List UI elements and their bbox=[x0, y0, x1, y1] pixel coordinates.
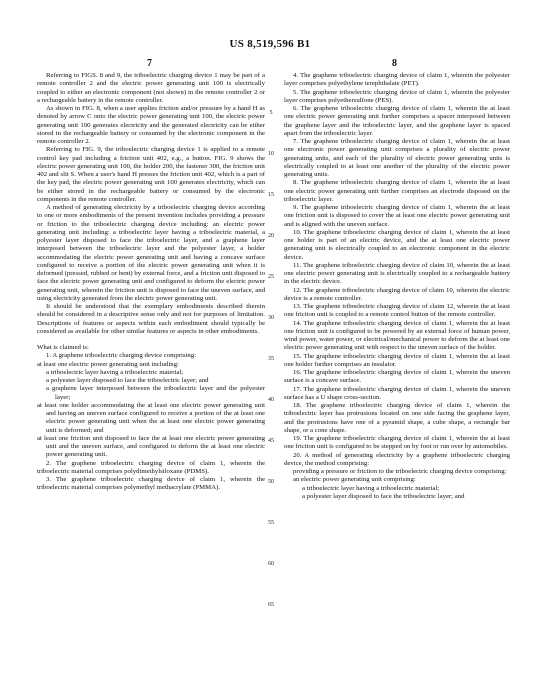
line-number: 30 bbox=[268, 315, 274, 321]
claim-element: a graphene layer interposed between the triboelectric layer and the polyester layer; bbox=[46, 385, 265, 401]
line-number: 45 bbox=[268, 438, 274, 444]
left-column-number: 7 bbox=[147, 58, 152, 69]
claim-element: at least one friction unit disposed to face the at least one electric power generating unit and the uneven surface, and configured to deform the at least one electric power generating unit. bbox=[37, 434, 265, 459]
claim: 5. The graphene triboelectric charging device of claim 1, wherein the polyester layer comprises polyethersulfone (PES). bbox=[284, 88, 510, 104]
line-number: 60 bbox=[268, 561, 274, 567]
claim: 16. The graphene triboelectric charging device of claim 1, wherein the uneven surface is a concave surface. bbox=[284, 369, 510, 385]
claim-element: at least one holder accommodating the at least one electric power generating unit and having an uneven surface configured to receive a portion of the at least one electric power generating unit when the at least one electric power generating unit is deformed; and bbox=[37, 401, 265, 434]
right-column-number: 8 bbox=[392, 58, 397, 69]
claim: 2. The graphene triboelectric charging device of claim 1, wherein the triboelectric material comprises polydimethylsiloxane (PDMS). bbox=[37, 459, 265, 475]
right-column bbox=[284, 72, 510, 501]
line-number: 25 bbox=[268, 274, 274, 280]
paragraph: A method of generating electricity by a triboelectric charging device according to one or more embodiments of the present invention includes providing a pressure or friction to the triboelectric charging device including: an electric power generating unit including: a triboelectric layer having a triboelectric material, a polyester layer disposed to face the triboelectric layer, and a graphene layer interposed between the triboelectric layer and the polyester layer, a holder accommodating the electric power generating unit and having a concave surface configured to receive a portion of the electric power generating unit when it is deformed (pressed, rubbed or bent) by external force, and a friction unit disposed to face the electric power generating unit and configured to deform the electric power generating unit, wherein the friction unit is disposed to face the uneven surface, and using electricity generated from the electric power generating unit. bbox=[37, 204, 265, 302]
claim-element: a polyester layer disposed to face the triboelectric layer; and bbox=[302, 492, 465, 500]
claim-element: a triboelectric layer having a triboelectric material; bbox=[46, 368, 184, 376]
claim-element: an electric power generating unit comprising: bbox=[293, 476, 416, 484]
claim: 15. The graphene triboelectric charging device of claim 1, wherein the at least one holder further comprises an insulator. bbox=[284, 352, 510, 368]
line-number: 20 bbox=[268, 233, 274, 239]
claim: 10. The graphene triboelectric charging device of claim 1, wherein the at least one holder is part of an electric device, and the at least one electric power generating unit is electrically coupled to an electronic component in the electric device. bbox=[284, 228, 510, 261]
line-number: 15 bbox=[268, 192, 274, 198]
left-column bbox=[37, 72, 265, 493]
claim: 17. The graphene triboelectric charging device of claim 1, wherein the uneven surface has a U shape cross-section. bbox=[284, 385, 510, 401]
line-number: 5 bbox=[269, 110, 273, 116]
claim: 7. The graphene triboelectric charging device of claim 1, wherein the at least one electronic power generating unit comprises a plurality of electric power generating units, and each of the plurality of electric power generating units is electrically coupled to at least one another of the plurality of the electric power generating units. bbox=[284, 138, 510, 178]
claim: 3. The graphene triboelectric charging device of claim 1, wherein the triboelectric material comprises polymethyl methacrylate (PMMA). bbox=[37, 476, 265, 492]
line-number: 10 bbox=[268, 151, 274, 157]
claim: 20. A method of generating electricity by a graphene triboelectric charging device, the method comprising: bbox=[284, 451, 510, 467]
paragraph: As shown in FIG. 8, when a user applies friction and/or pressure by a hand H as denoted by arrow C onto the electric power generating unit 100, the electric power generating unit 100 generates electricity and the generated electricity can be either stored in the rechargeable battery or consumed by the electronic component in the remote controller 2. bbox=[37, 105, 265, 145]
claim: 19. The graphene triboelectric charging device of claim 1, wherein the at least one friction unit is configured to be stepped on by foot or run over by automobiles. bbox=[284, 435, 510, 451]
paragraph: Referring to FIGS. 8 and 9, the triboelectric charging device 1 may be part of a remote controller 2 and the electric power generating unit 100 is electrically coupled to either an electronic component (not shown) in the remote controller 2 or a rechargeable battery in the remote controller. bbox=[37, 72, 265, 104]
line-number: 35 bbox=[268, 356, 274, 362]
claim: 1. A graphene triboelectric charging device comprising: bbox=[46, 352, 197, 360]
claim: 12. The graphene triboelectric charging device of claim 10, wherein the electric device is a remote controller. bbox=[284, 286, 510, 302]
claim-element: a triboelectric layer having a triboelectric material; bbox=[302, 484, 440, 492]
claim: 14. The graphene triboelectric charging device of claim 1, wherein the at least one friction unit is configured to be powered by an external force of human power, wind power, water power, or electrical/mechanical power to deform the at least one electric power generating unit with respect to the uneven surface of the holder. bbox=[284, 319, 510, 352]
claim: 8. The graphene triboelectric charging device of claim 1, wherein the at least one electric power generating unit further comprises an electrode disposed on the triboelectric layer. bbox=[284, 179, 510, 203]
claims-heading: What is claimed is: bbox=[37, 344, 89, 351]
line-number: 50 bbox=[268, 479, 274, 485]
paragraph: Referring to FIG. 9, the triboelectric charging device 1 is applied to a remote control key pad including a friction unit 402, e.g., a button. FIG. 9 shows the electric power generating unit 100, the holder 200, the fastener 300, the friction unit 402 and slit S. When a user's hand H presses the friction unit 402, which is a part of the key pad, the electric power generating unit 100 generates electricity, which can be either stored in the rechargeable battery or consumed by the electronic components in the remote controller. bbox=[37, 146, 265, 203]
claim-element: at least one electric power generating unit including: bbox=[37, 360, 179, 368]
claim-element: providing a pressure or friction to the triboelectric charging device comprising: bbox=[293, 468, 507, 475]
claim: 4. The graphene triboelectric charging device of claim 1, wherein the polyester layer comprises polyethylene terephthalate (PET). bbox=[284, 72, 510, 88]
patent-number: US 8,519,596 B1 bbox=[229, 38, 311, 50]
claim: 18. The graphene triboelectric charging device of claim 1, wherein the triboelectric layer has protrusions located on one side facing the graphene layer, and the protrusions have one of a pyramid shape, a cube shape, a rectangle bar shape, or a cone shape. bbox=[284, 402, 510, 434]
claim: 6. The graphene triboelectric charging device of claim 1, wherein the at least one electric power generating unit further comprises a spacer interposed between the graphene layer and the triboelectric layer, and the graphene layer is spaced apart from the triboelectric layer. bbox=[284, 105, 510, 137]
line-number: 55 bbox=[268, 520, 274, 526]
line-number: 65 bbox=[268, 602, 274, 608]
claim: 13. The graphene triboelectric charging device of claim 12, wherein the at least one friction unit is coupled to a remote control button of the remote controller. bbox=[284, 303, 510, 319]
claim-element: a polyester layer disposed to face the triboelectric layer; and bbox=[46, 377, 209, 384]
paragraph: It should be understood that the exemplary embodiments described therein should be considered in a descriptive sense only and not for purposes of limitation. Descriptions of features or aspects within each embodiment should typically be considered as available for other similar features or aspects in other embodiments. bbox=[37, 303, 265, 335]
claim: 11. The graphene triboelectric charging device of claim 10, wherein the at least one electric power generating unit is electrically coupled to a rechargeable battery in the electric device. bbox=[284, 261, 510, 286]
line-number: 40 bbox=[268, 397, 274, 403]
claim: 9. The graphene triboelectric charging device of claim 1, wherein the at least one friction unit is disposed to cover the at least one electric power generating unit and is aligned with the uneven surface. bbox=[284, 204, 510, 228]
